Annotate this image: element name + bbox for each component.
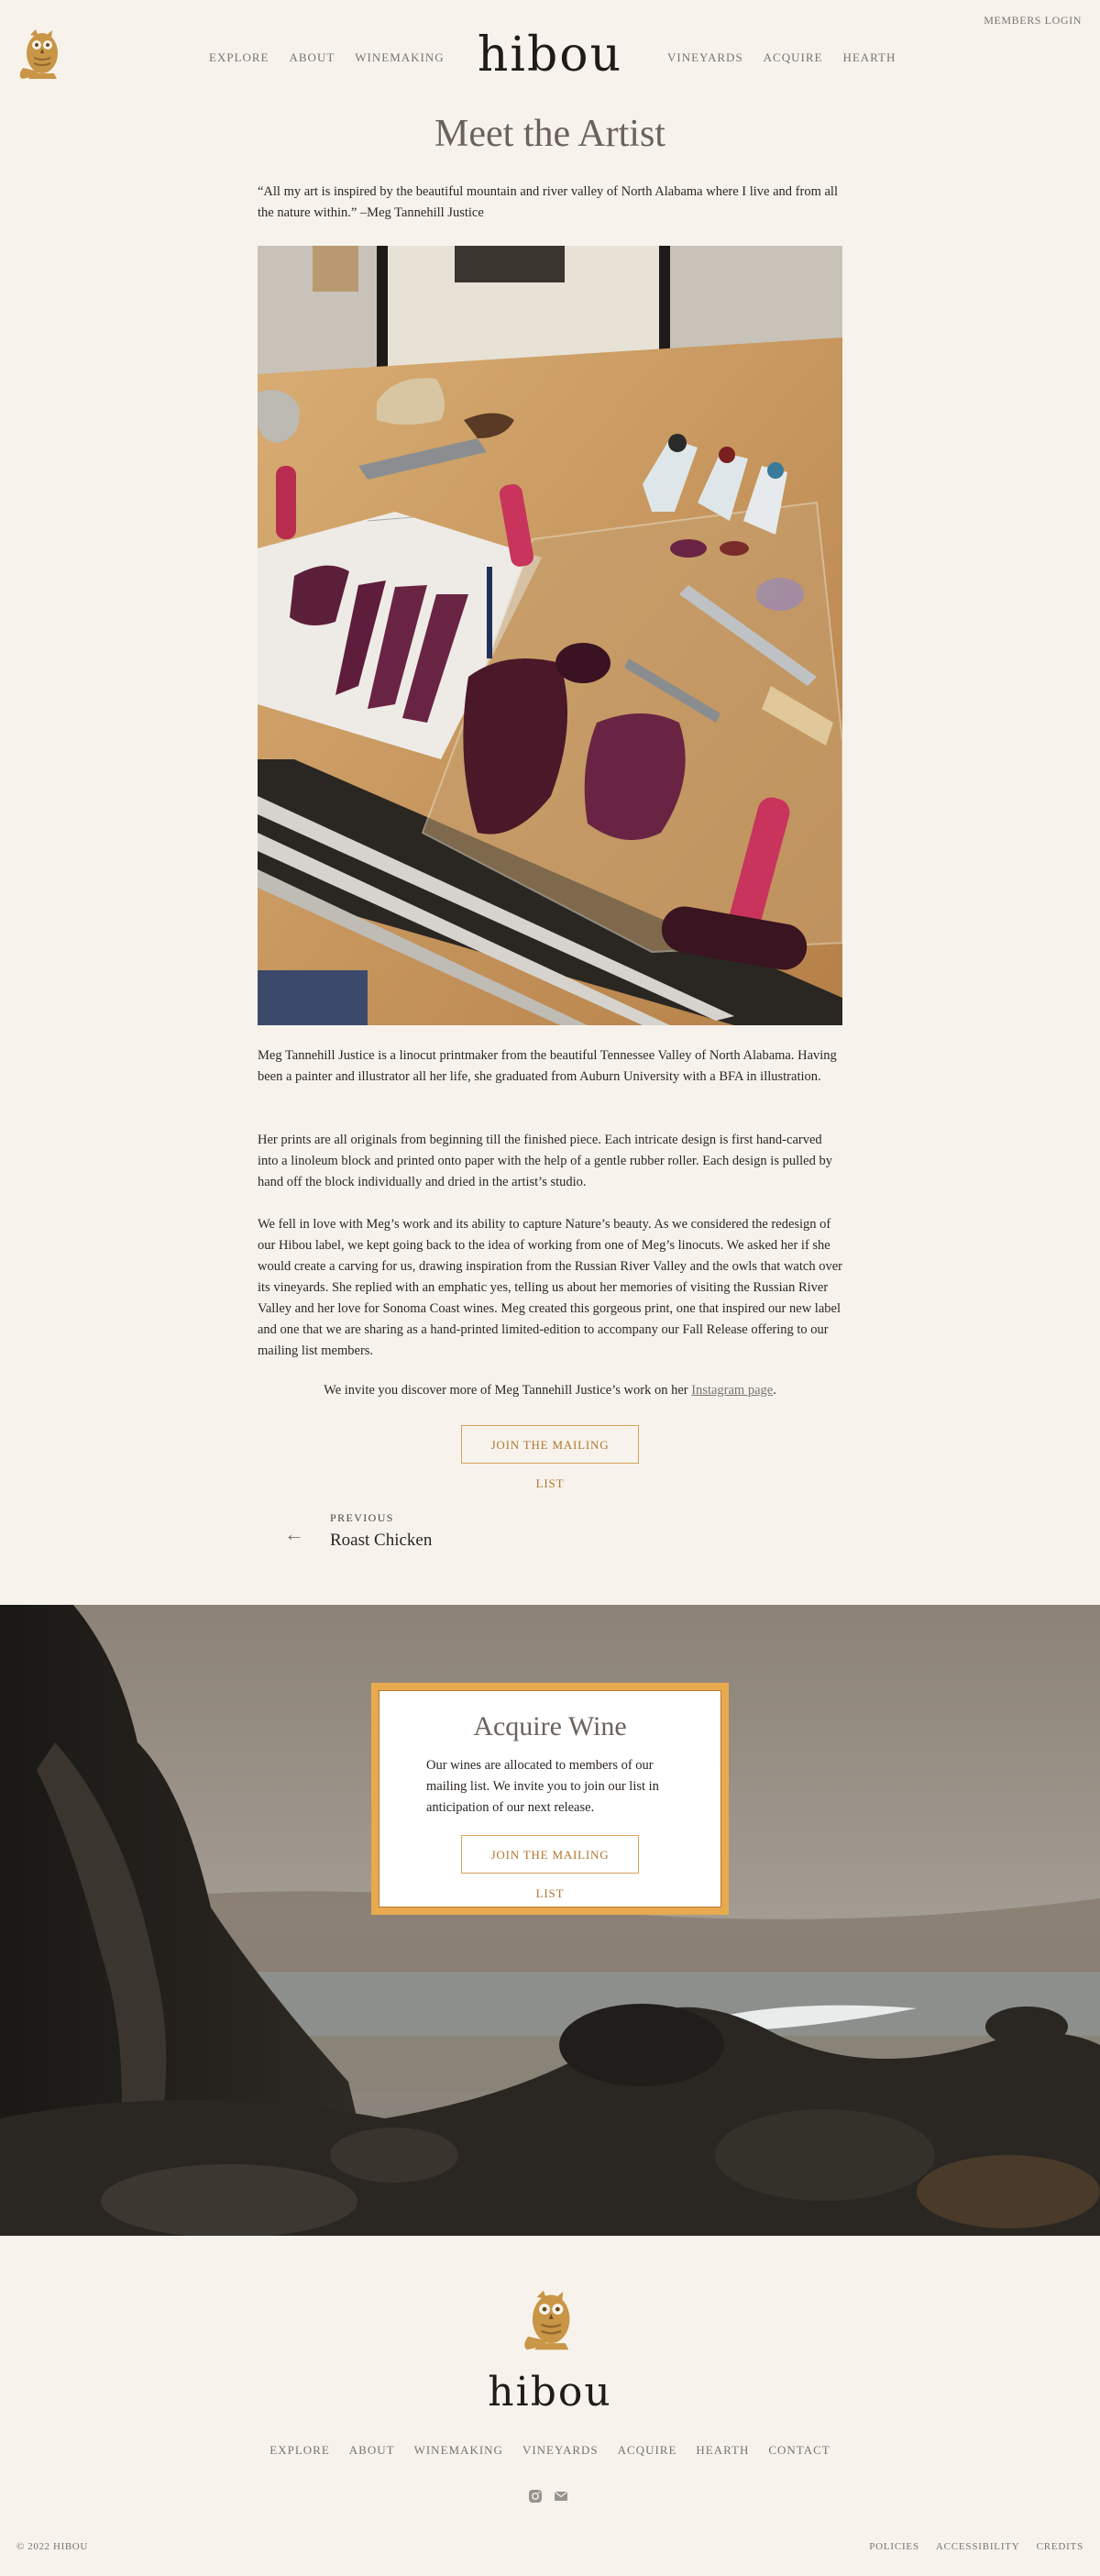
- footer-nav-winemaking[interactable]: WINEMAKING: [413, 2443, 503, 2457]
- credits-link[interactable]: CREDITS: [1036, 2541, 1084, 2552]
- arrow-left-icon: ←: [284, 1521, 304, 1545]
- previous-post-link[interactable]: [284, 1511, 432, 1551]
- social-links: [528, 2489, 568, 2504]
- footer-nav-about[interactable]: ABOUT: [348, 2443, 395, 2457]
- nav-about[interactable]: ABOUT: [289, 50, 336, 64]
- footer-nav-contact[interactable]: CONTACT: [768, 2443, 830, 2457]
- copyright: © 2022 HIBOU: [16, 2541, 88, 2552]
- instagram-link[interactable]: Instagram page: [691, 1383, 774, 1398]
- article-paragraph-2: Her prints are all originals from beginning till the finished piece. Each intricate design is first hand-carved into a linoleum block and printed onto paper with the help of a gentle rubber roller. Each design is pulled by hand off the block individually and dried in the artist’s studio.: [258, 1133, 832, 1189]
- invite-suffix: .: [773, 1383, 776, 1398]
- artist-quote: “All my art is inspired by the beautiful mountain and river valley of North Alabama where I live and from all the nature within.” –Meg Tannehill Justice: [258, 184, 838, 220]
- nav-hearth[interactable]: HEARTH: [842, 50, 896, 64]
- acquire-join-mailing-list-button[interactable]: JOIN THE MAILING LIST: [461, 1835, 639, 1874]
- email-icon[interactable]: [554, 2489, 568, 2504]
- previous-post-title: Roast Chicken: [330, 1531, 433, 1550]
- accessibility-link[interactable]: ACCESSIBILITY: [935, 2541, 1020, 2552]
- owl-footer-icon: [517, 2286, 583, 2354]
- site-logo[interactable]: hibou: [477, 28, 623, 83]
- invite-text: We invite you discover more of Meg Tannehill Justice’s work on her: [324, 1383, 692, 1398]
- acquire-wine-card-inner: [379, 1690, 721, 1907]
- nav-vineyards[interactable]: VINEYARDS: [667, 50, 743, 64]
- article-paragraph-3: We fell in love with Meg’s work and its ability to capture Nature’s beauty. As we considered the redesign of our Hibou label, we kept going back to the idea of working from one of Meg’s linocuts. We asked her if she would create a carving for us, drawing inspiration from the Russian River Valley and the owls that watch over its vineyards. She replied with an emphatic yes, telling us about her memories of visiting the Russian River Valley and her love for Sonoma Coast wines. Meg created this gorgeous print, one that inspired our new label and one that we are sharing as a hand-printed limited-edition to accompany our Fall Release offering to our mailing list members.: [258, 1217, 842, 1358]
- footer-nav-acquire[interactable]: ACQUIRE: [617, 2443, 677, 2457]
- join-mailing-list-button[interactable]: JOIN THE MAILING LIST: [461, 1425, 639, 1464]
- header-nav-right: [667, 50, 896, 65]
- printmaking-photo: [258, 246, 842, 1025]
- article-paragraph-1: Meg Tannehill Justice is a linocut printmaker from the beautiful Tennessee Valley of North Alabama. Having been a painter and illustrator all her life, she graduated from Auburn University with a BFA in illustration.: [258, 1048, 837, 1084]
- footer-logo: hibou: [488, 2369, 612, 2416]
- instagram-icon[interactable]: [528, 2489, 543, 2504]
- policies-link[interactable]: POLICIES: [869, 2541, 919, 2552]
- footer-nav: [0, 2443, 1100, 2458]
- nav-explore[interactable]: EXPLORE: [209, 50, 270, 64]
- acquire-wine-title: Acquire Wine: [473, 1711, 627, 1741]
- members-login-link[interactable]: MEMBERS LOGIN: [984, 14, 1082, 27]
- footer-nav-explore[interactable]: EXPLORE: [270, 2443, 330, 2457]
- footer-nav-hearth[interactable]: HEARTH: [696, 2443, 750, 2457]
- footer-nav-vineyards[interactable]: VINEYARDS: [522, 2443, 599, 2457]
- instagram-invite: [0, 1383, 1100, 1399]
- nav-acquire[interactable]: ACQUIRE: [763, 50, 823, 64]
- acquire-wine-card: [371, 1683, 729, 1915]
- legal-links: [869, 2541, 1084, 2552]
- acquire-wine-text: Our wines are allocated to members of our mailing list. We invite you to join our list in anticipation of our next release.: [426, 1758, 659, 1815]
- previous-label: PREVIOUS: [330, 1511, 394, 1524]
- page-title: Meet the Artist: [434, 113, 666, 155]
- nav-winemaking[interactable]: WINEMAKING: [355, 50, 445, 64]
